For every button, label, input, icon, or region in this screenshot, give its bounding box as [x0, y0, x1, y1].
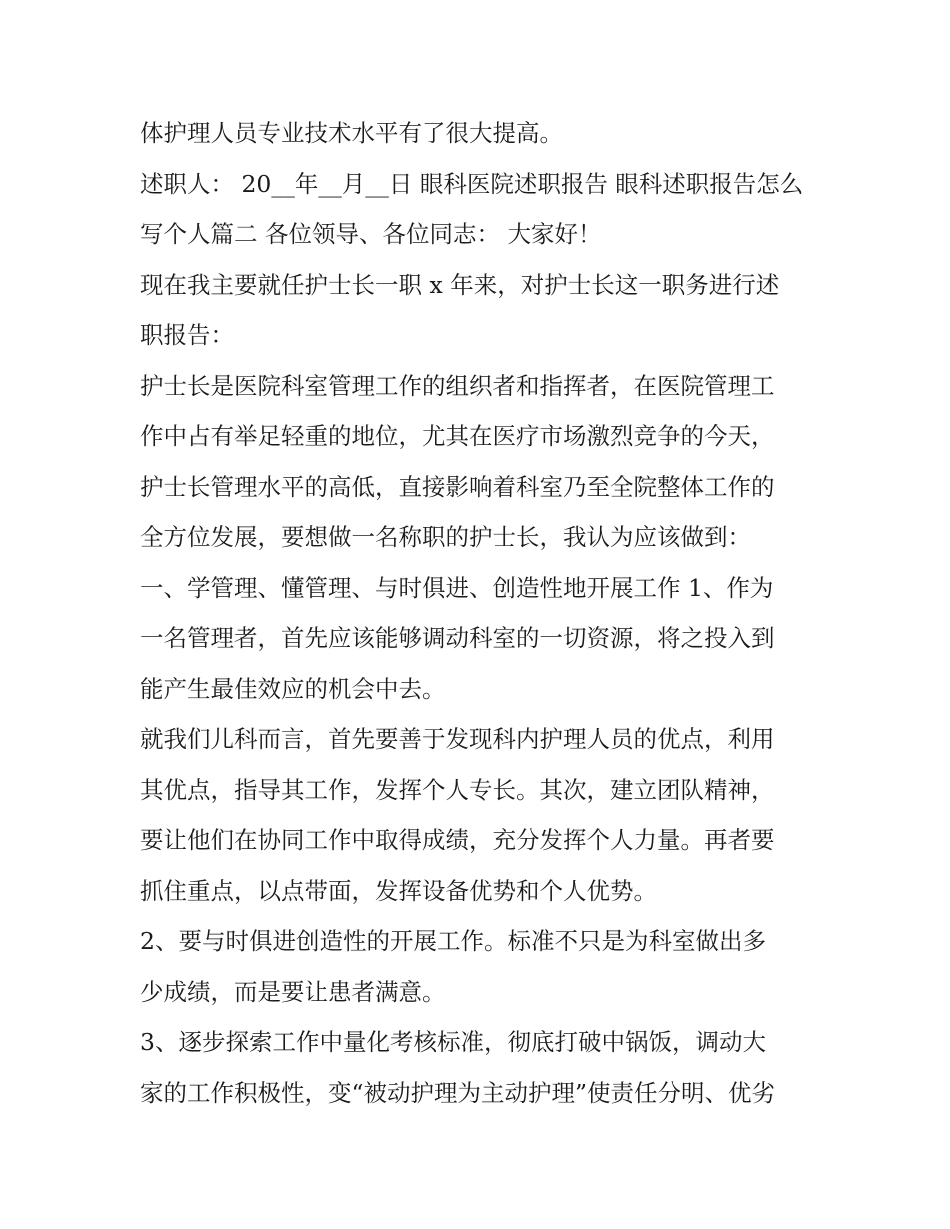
text-line: 其优点，指导其工作，发挥个人专长。其次，建立团队精神，: [140, 775, 775, 804]
text-line: 述职人： 20__年__月__日 眼科医院述职报告 眼科述职报告怎么: [140, 169, 804, 198]
text-line: 要让他们在协同工作中取得成绩，充分发挥个人力量。再者要: [140, 826, 775, 854]
text-line: 家的工作积极性，变“被动护理为主动护理”使责任分明、优劣: [140, 1078, 776, 1107]
text-line: 写个人篇二 各位领导、各位同志： 大家好！: [140, 220, 602, 248]
text-line: 体护理人员专业技术水平有了很大提高。: [140, 119, 563, 147]
text-line: 护士长管理水平的高低，直接影响着科室乃至全院整体工作的: [140, 472, 775, 501]
text-line: 护士长是医院科室管理工作的组织者和指挥者，在医院管理工: [140, 371, 775, 400]
text-line: 全方位发展，要想做一名称职的护士长，我认为应该做到：: [140, 523, 751, 551]
text-line: 少成绩，而是要让患者满意。: [140, 977, 446, 1006]
text-line: 作中占有举足轻重的地位，尤其在医疗市场激烈竞争的今天，: [140, 422, 775, 450]
text-line: 抓住重点，以点带面，发挥设备优势和个人优势。: [140, 876, 657, 905]
text-line: 3、逐步探索工作中量化考核标准，彻底打破中锅饭，调动大: [140, 1028, 766, 1056]
text-line: 2、要与时俱进创造性的开展工作。标准不只是为科室做出多: [140, 927, 766, 955]
text-line: 就我们儿科而言，首先要善于发现科内护理人员的优点，利用: [140, 725, 775, 753]
text-line: 现在我主要就任护士长一职 x 年来，对护士长这一职务进行述: [140, 270, 780, 299]
text-line: 一、学管理、懂管理、与时俱进、创造性地开展工作 1、作为: [140, 573, 774, 602]
text-line: 职报告：: [140, 321, 234, 349]
text-line: 能产生最佳效应的机会中去。: [140, 674, 446, 703]
document-body: [140, 108, 820, 1118]
text-line: 一名管理者，首先应该能够调动科室的一切资源，将之投入到: [140, 624, 775, 652]
